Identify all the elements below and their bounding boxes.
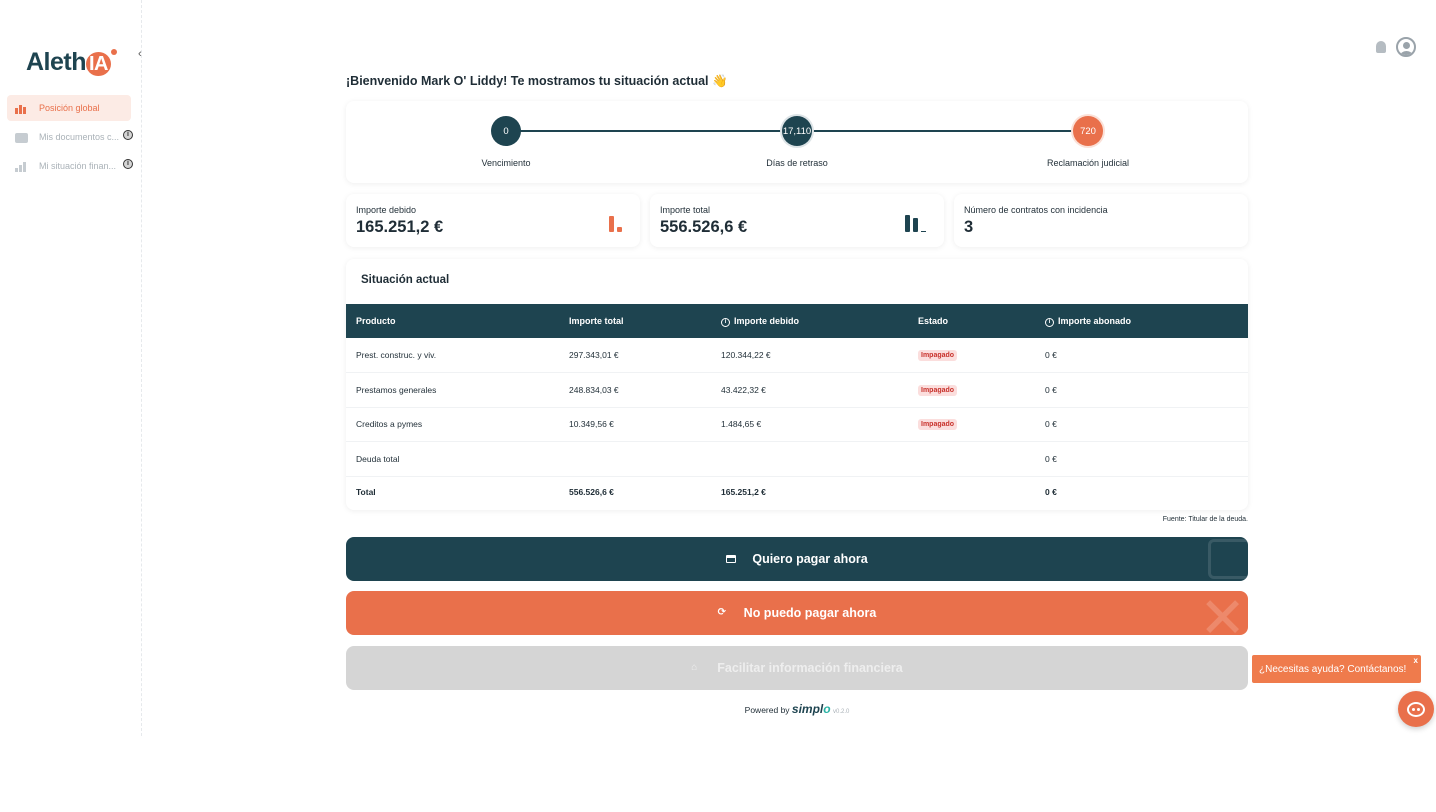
- help-toast-label: ¿Necesitas ayuda? Contáctanos!: [1259, 663, 1407, 675]
- cell-importe-abonado: 0 €: [1035, 373, 1248, 408]
- info-icon[interactable]: i: [123, 130, 133, 140]
- kpi-importe-debido: [346, 194, 640, 247]
- info-icon[interactable]: i: [721, 318, 730, 327]
- credit-card-icon: [726, 555, 736, 563]
- table-header-row: [346, 304, 1248, 338]
- cell-total-importe-total: 556.526,6 €: [569, 487, 614, 498]
- cell-producto: Prest. construc. y viv.: [346, 338, 559, 373]
- table-row: [346, 442, 1248, 477]
- col-header-producto: Producto: [356, 316, 396, 326]
- chart-bars-icon: [15, 102, 29, 114]
- cannot-pay-label: No puedo pagar ahora: [743, 606, 877, 620]
- kpi-contratos-incidencia: [954, 194, 1248, 247]
- cell-importe-total: 10.349,56 €: [559, 407, 711, 442]
- collapse-sidebar-button[interactable]: ‹: [138, 48, 142, 60]
- trend-chart-icon: [15, 160, 29, 172]
- powered-by: [346, 702, 1248, 716]
- refresh-icon: ⟳: [717, 607, 727, 618]
- envelope-icon: [15, 131, 29, 143]
- cell-producto: Prestamos generales: [346, 373, 559, 408]
- brand-name-o: o: [823, 702, 831, 716]
- cell-estado: [908, 407, 1035, 442]
- cell-total-label: Total: [356, 487, 376, 498]
- cell-importe-total: [559, 442, 711, 477]
- kpi-value: 165.251,2 €: [356, 218, 444, 236]
- situacion-table: [346, 304, 1248, 508]
- sidebar: [0, 0, 142, 736]
- kpi-importe-total: [650, 194, 944, 247]
- cell-importe-debido: [711, 442, 908, 477]
- cell-importe-abonado: 0 €: [1035, 442, 1248, 477]
- kpi-label: Importe debido: [356, 205, 417, 215]
- cell-estado: [908, 442, 1035, 477]
- cell-importe-debido: 1.484,65 €: [711, 407, 908, 442]
- logo-suffix: IA: [86, 52, 111, 76]
- col-header-importe-abonado: [1035, 304, 1248, 338]
- help-toast[interactable]: [1252, 655, 1421, 683]
- sidebar-item-mi-situacion-financiera[interactable]: [7, 153, 131, 179]
- logo-prefix: Aleth: [26, 48, 86, 76]
- cell-total-estado: [908, 476, 1035, 508]
- provide-financial-info-button[interactable]: [346, 646, 1248, 690]
- version-label: v0.2.0: [832, 709, 850, 715]
- cell-importe-abonado: 0 €: [1035, 338, 1248, 373]
- close-icon[interactable]: x: [1413, 656, 1418, 665]
- bank-icon: ⌂: [691, 662, 698, 673]
- credit-card-decoration-icon: [1208, 539, 1248, 579]
- timeline-label: Vencimiento: [481, 158, 531, 168]
- logo-dot: [111, 49, 117, 55]
- source-note: Fuente: Titular de la deuda.: [1162, 516, 1248, 523]
- cell-total-importe-abonado: 0 €: [1045, 487, 1057, 498]
- cross-decoration-icon: ✕: [1199, 591, 1246, 635]
- table-row: [346, 407, 1248, 442]
- brand-logo: [792, 702, 831, 716]
- welcome-message: ¡Bienvenido Mark O' Liddy! Te mostramos tu situación actual 👋: [346, 74, 728, 88]
- mini-bar-chart-icon: [609, 212, 622, 232]
- info-icon[interactable]: i: [123, 159, 133, 169]
- table-total-row: [346, 476, 1248, 508]
- table-title: Situación actual: [361, 274, 450, 286]
- timeline-node-dias-retraso: 17,110: [782, 116, 812, 146]
- col-header-importe-debido: [711, 304, 908, 338]
- col-header-estado: Estado: [918, 316, 949, 326]
- sidebar-item-posicion-global[interactable]: [7, 95, 131, 121]
- brand-name: simpl: [791, 702, 824, 716]
- timeline-label: Días de retraso: [766, 158, 828, 168]
- cell-producto: Creditos a pymes: [346, 407, 559, 442]
- table-row: [346, 338, 1248, 373]
- sidebar-item-label: Posición global: [39, 103, 100, 113]
- timeline-label: Reclamación judicial: [1046, 158, 1130, 168]
- cell-importe-total: 248.834,03 €: [559, 373, 711, 408]
- logo[interactable]: [26, 48, 111, 77]
- cell-importe-abonado: 0 €: [1035, 407, 1248, 442]
- notification-bell-icon[interactable]: [1376, 41, 1386, 53]
- cell-importe-total: 297.343,01 €: [559, 338, 711, 373]
- cell-importe-debido: 120.344,22 €: [711, 338, 908, 373]
- top-bar-icons: [1376, 37, 1416, 57]
- kpi-value: 556.526,6 €: [660, 218, 748, 236]
- cell-estado: [908, 338, 1035, 373]
- pay-now-label: Quiero pagar ahora: [752, 552, 868, 566]
- mini-bar-chart-icon: [905, 212, 926, 232]
- col-header-label: Importe abonado: [1058, 315, 1132, 326]
- info-icon[interactable]: i: [1045, 318, 1054, 327]
- timeline-node-vencimiento: 0: [491, 116, 521, 146]
- cell-total-importe-debido: 165.251,2 €: [721, 487, 766, 498]
- status-badge: Impagado: [918, 385, 957, 396]
- kpi-label: Número de contratos con incidencia: [964, 205, 1108, 215]
- status-badge: Impagado: [918, 419, 957, 430]
- timeline-card: [346, 101, 1248, 183]
- timeline-node-reclamacion: 720: [1073, 116, 1103, 146]
- col-header-label: Importe debido: [734, 315, 799, 326]
- status-badge: Impagado: [918, 350, 957, 361]
- col-header-importe-total: Importe total: [569, 316, 624, 326]
- cannot-pay-button[interactable]: [346, 591, 1248, 635]
- sidebar-item-mis-documentos[interactable]: [7, 124, 131, 150]
- cell-importe-debido: 43.422,32 €: [711, 373, 908, 408]
- sidebar-item-label: Mis documentos c...: [39, 132, 120, 142]
- situacion-actual-card: [346, 259, 1248, 510]
- powered-label: Powered by: [744, 705, 790, 715]
- user-avatar-icon[interactable]: [1396, 37, 1416, 57]
- table-row: [346, 373, 1248, 408]
- sidebar-item-label: Mi situación finan...: [39, 161, 117, 171]
- cell-estado: [908, 373, 1035, 408]
- kpi-label: Importe total: [660, 205, 711, 215]
- cell-producto: Deuda total: [346, 442, 559, 477]
- chat-bot-icon: [1407, 702, 1425, 717]
- chat-support-button[interactable]: [1398, 691, 1434, 727]
- pay-now-button[interactable]: [346, 537, 1248, 581]
- kpi-value: 3: [964, 218, 974, 236]
- provide-financial-info-label: Facilitar información financiera: [717, 661, 903, 675]
